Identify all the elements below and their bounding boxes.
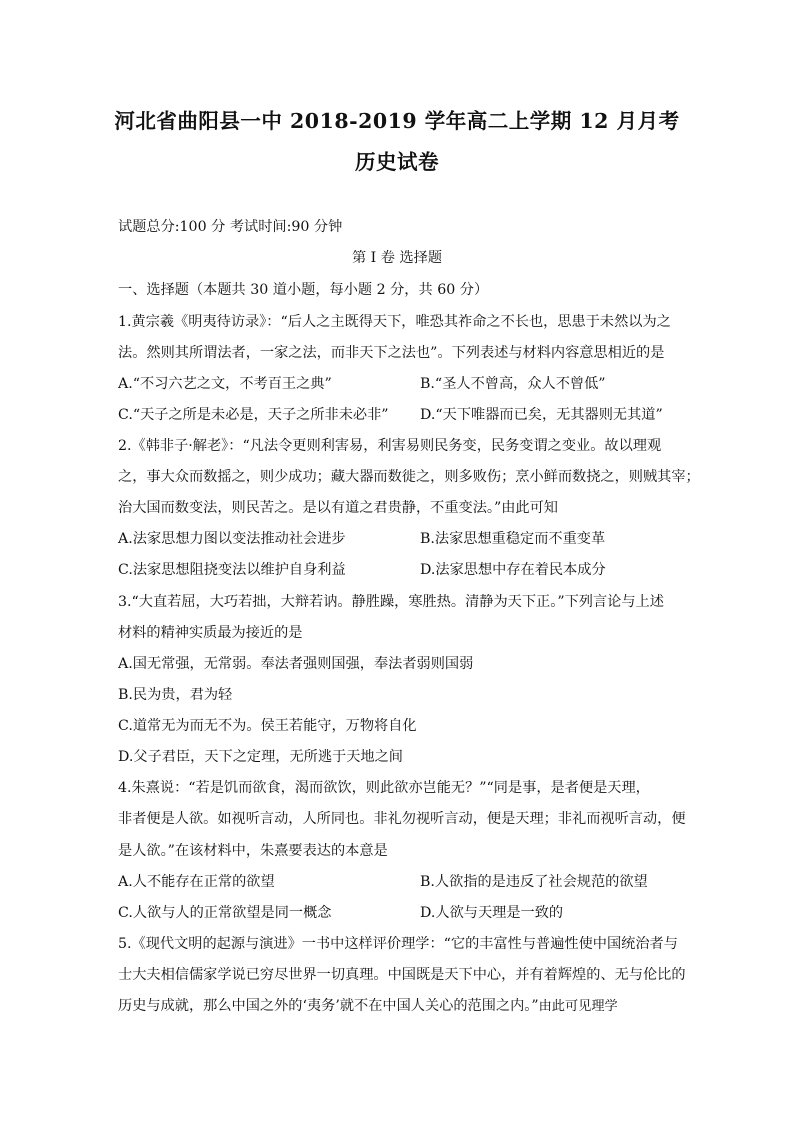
q1-option-b: B.“圣人不曾高，众人不曾低” — [420, 376, 606, 392]
q4-option-c: C.人欲与人的正常欲望是同一概念 — [118, 905, 332, 921]
q4-stem-line3: 是人欲。”在该材料中，朱熹要表达的本意是 — [118, 843, 388, 859]
q4-option-d: D.人欲与天理是一致的 — [420, 905, 564, 921]
part-heading: 一、选择题（本题共 30 道小题，每小题 2 分，共 60 分） — [118, 282, 489, 298]
q2-stem-line3: 治大国而数变法，则民苦之。是以有道之君贵静，不重变法。”由此可知 — [118, 500, 558, 516]
q3-option-c: C.道常无为而无不为。侯王若能守，万物将自化 — [118, 718, 417, 734]
q2-option-d: D.法家思想中存在着民本成分 — [420, 562, 606, 578]
q1-option-a: A.“不习六艺之文，不考百王之典” — [118, 376, 332, 392]
q4-option-b: B.人欲指的是违反了社会规范的欲望 — [420, 874, 648, 890]
q4-option-a: A.人不能存在正常的欲望 — [118, 874, 275, 890]
exam-title: 河北省曲阳县一中 2018-2019 学年高二上学期 12 月月考 — [114, 109, 680, 133]
q5-stem-line3 — [118, 997, 618, 1016]
q3-stem-line1: 3.“大直若屈，大巧若拙，大辩若讷。静胜躁，寒胜热。清静为天下正。”下列言论与上述 — [118, 594, 664, 610]
exam-info: 试题总分:100 分 考试时间:90 分钟 — [118, 219, 343, 235]
q5-stem-line2: 士大夫相信儒家学说已穷尽世界一切真理。中国既是天下中心，并有着辉煌的、无与伦比的 — [118, 967, 686, 983]
q2-stem-line1: 2.《韩非子·解老》：“凡法令更则利害易，利害易则民务变，民务变谓之变业。故以理观 — [118, 438, 662, 454]
q5-stem-line1: 5.《现代文明的起源与演进》一书中这样评价理学：“它的丰富性与普遍性使中国统治者与 — [118, 936, 678, 952]
q2-option-c: C.法家思想阻挠变法以维护自身利益 — [118, 562, 346, 578]
q2-option-a: A.法家思想力图以变法推动社会进步 — [118, 531, 346, 547]
q5-stem-line3-text: 历史与成就，那么中国之外的‘夷务’就不在中国人关心的范围之内。” — [118, 998, 539, 1014]
q1-stem-line1: 1.黄宗羲《明夷待访录》：“后人之主既得天下，唯恐其祚命之不长也，思患于未然以为之 — [118, 314, 671, 330]
q2-option-b: B.法家思想重稳定而不重变革 — [420, 531, 606, 547]
q1-option-c: C.“天子之所是未必是，天子之所非未必非” — [118, 407, 389, 423]
q1-stem-line2: 法。然则其所谓法者，一家之法，而非天下之法也”。下列表述与材料内容意思相近的是 — [118, 345, 665, 361]
q1-option-d: D.“天下唯器而已矣，无其器则无其道” — [420, 407, 663, 423]
q3-option-d: D.父子君臣，天下之定理，无所逃于天地之间 — [118, 749, 403, 765]
q3-stem-line2: 材料的精神实质最为接近的是 — [118, 625, 303, 641]
exam-subject: 历史试卷 — [355, 150, 439, 174]
q3-option-a: A.国无常强，无常弱。奉法者强则国强，奉法者弱则国弱 — [118, 656, 474, 672]
q2-stem-line2: 之，事大众而数摇之，则少成功；藏大器而数徙之，则多败伤；烹小鲜而数挠之，则贼其宰； — [118, 469, 700, 485]
q4-stem-line2: 非者便是人欲。如视听言动，人所同也。非礼勿视听言动，便是天理；非礼而视听言动，便 — [118, 811, 686, 827]
q5-stem-tail: 由此可见理学 — [538, 999, 618, 1014]
section-heading: 第 I 卷 选择题 — [351, 250, 443, 266]
q4-stem-line1: 4.朱熹说：“若是饥而欲食，渴而欲饮，则此欲亦岂能无？”“同是事，是者便是天理， — [118, 780, 650, 796]
q3-option-b: B.民为贵，君为轻 — [118, 687, 233, 703]
